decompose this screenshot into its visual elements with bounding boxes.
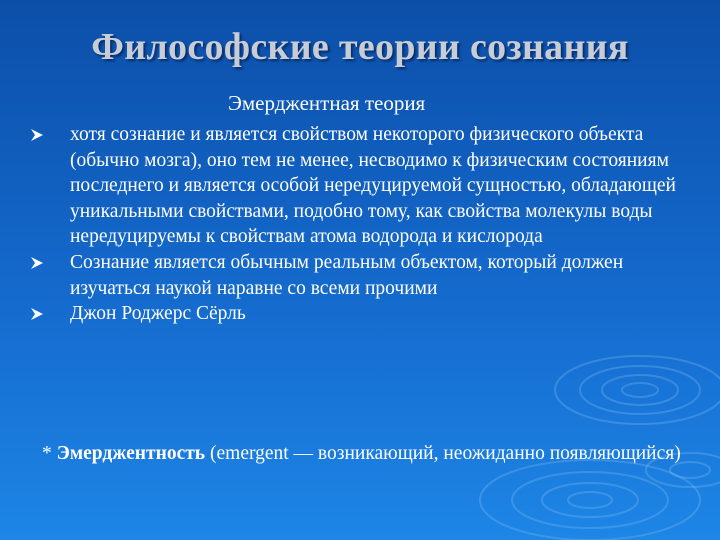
footnote-definition: (emergent — возникающий, неожиданно появляющийся) <box>205 443 681 464</box>
bullet-item <box>0 122 690 250</box>
footnote <box>42 440 702 468</box>
bullet-text: хотя сознание и является свойством некоторого физического объекта (обычно мозга), оно тем не менее, несводимо к физическим состояниям последнего и является особой нередуцируемой сущностью, обладающей уникальными свойствами, подобно тому, как свойства молекулы воды нередуцируемы к свойствам атома водорода и кислорода <box>70 124 676 248</box>
footnote-term: Эмерджентность <box>56 443 206 464</box>
bullet-item <box>0 250 690 301</box>
bullet-list <box>0 122 690 327</box>
slide-title: Философские теории сознания <box>91 26 629 68</box>
arrowhead-bullet-icon <box>30 307 44 321</box>
bullet-text: Джон Роджерс Сёрль <box>70 303 246 325</box>
footnote-prefix: * <box>42 443 57 464</box>
arrowhead-bullet-icon <box>30 256 44 270</box>
slide-subtitle: Эмерджентная теория <box>228 91 426 115</box>
bullet-text: Сознание является обычным реальным объектом, который должен изучаться наукой наравне со всеми прочими <box>70 251 624 299</box>
bullet-item <box>0 301 690 327</box>
arrowhead-bullet-icon <box>30 128 44 142</box>
